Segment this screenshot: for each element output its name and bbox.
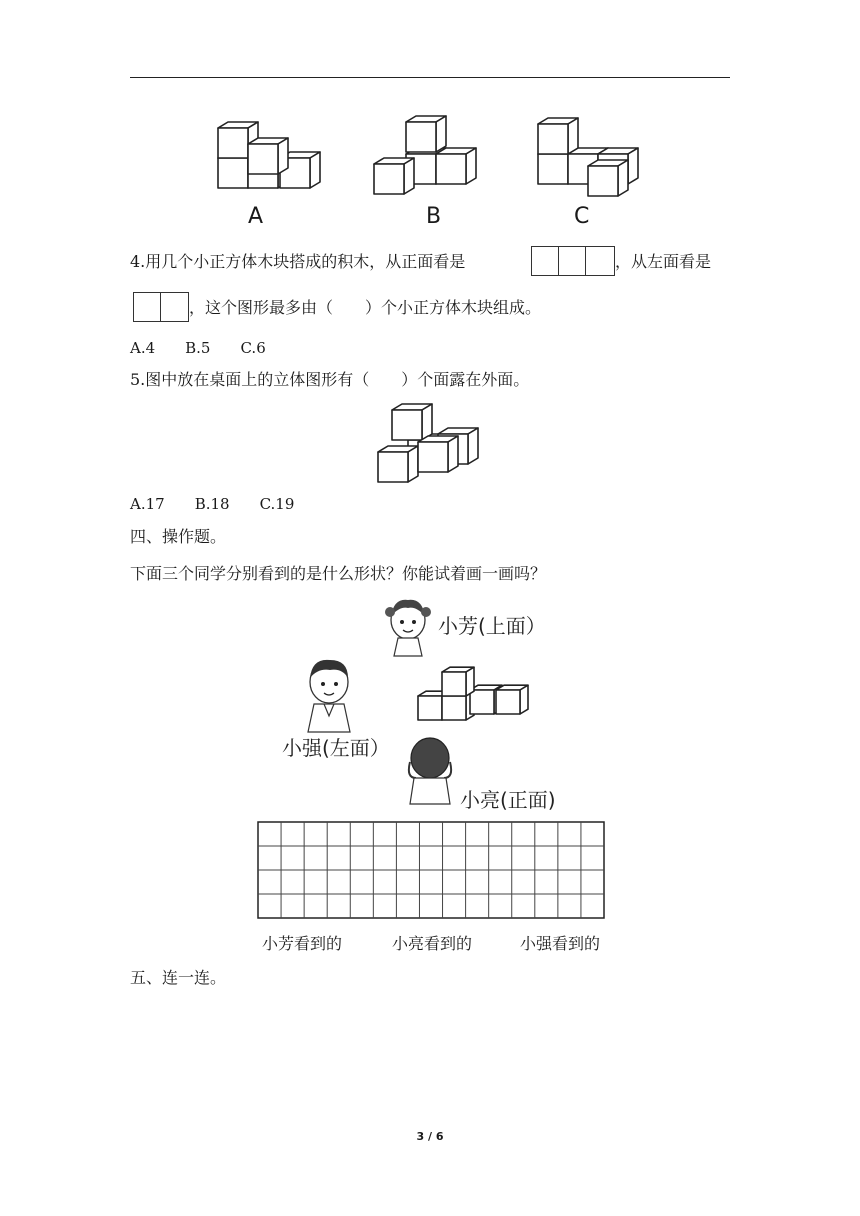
girl-icon [380,592,440,662]
option-a-label: A [248,204,264,229]
caption-xiaoliang: 小亮看到的 [392,934,473,953]
figure-option-a [210,112,340,202]
option-c-label: C [574,204,590,229]
left-view-box [133,292,189,322]
boy-back-icon [400,732,460,804]
q4-options: A.4 B.5 C.6 [130,339,266,357]
cube [248,138,288,174]
cube [392,404,432,440]
page-number: 3 / 6 [416,1130,444,1143]
cube [436,148,476,184]
q4-text-b: ，从左面看是 [615,252,712,271]
cube [418,436,458,472]
section-4-prompt: 下面三个同学分别看到的是什么形状？你能试着画一画吗？ [130,564,547,583]
caption-xiaoqiang: 小强看到的 [520,934,601,953]
cube [406,116,446,152]
figure-option-c [530,112,660,202]
option-b-label: B [426,204,442,229]
q4-text-a: 4.用几个小正方体木块搭成的积木，从正面看是 [130,252,466,271]
section-5-title: 五、连一连。 [130,968,227,987]
front-view-box [531,246,615,276]
cube [496,685,528,714]
q5-text: 5.图中放在桌面上的立体图形有（ ）个面露在外面。 [130,370,530,389]
q5-options: A.17 B.18 C.19 [130,495,295,513]
section-4-title: 四、操作题。 [130,527,227,546]
figure-q5-solid [370,400,490,490]
figure-main-solid [410,660,540,730]
cube [442,667,474,696]
label-xiaoqiang-left: 小强(左面） [282,736,390,760]
boy-left-icon [296,652,366,732]
header-rule [130,77,730,78]
cube [588,160,628,196]
figure-option-b [370,112,500,202]
label-xiaoliang-front: 小亮(正面) [460,788,556,812]
q4-text-c: ，这个图形最多由（ ）个小正方体木块组成。 [189,298,542,317]
cube [378,446,418,482]
caption-xiaofang: 小芳看到的 [262,934,343,953]
label-xiaofang-top: 小芳(上面） [438,614,546,638]
cube [374,158,414,194]
drawing-grid[interactable] [258,822,604,918]
cube [538,118,578,154]
